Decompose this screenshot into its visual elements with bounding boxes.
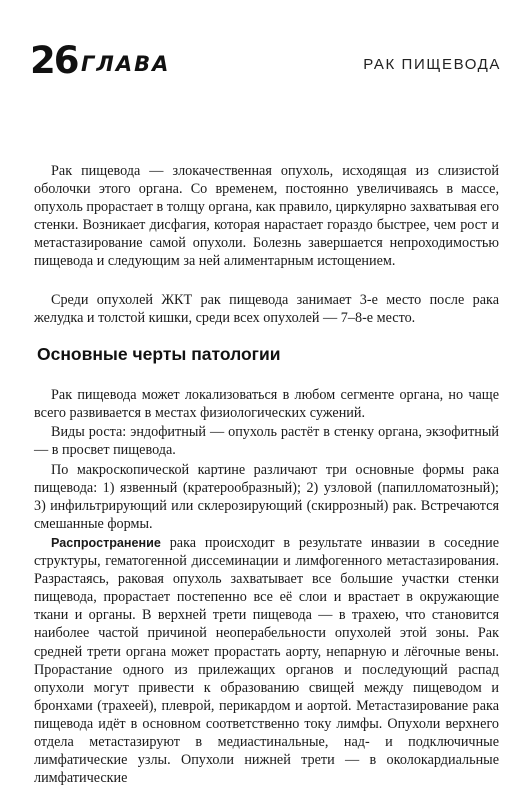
section-paragraph-1: Рак пищевода может локализоваться в любом сегменте органа, но чаще всего развивается в местах физиологических сужений. xyxy=(34,387,499,422)
intro-paragraph-1: Рак пищевода — злокачественная опухоль, исходящая из слизистой оболочки этого органа. Со временем, постоянно увеличиваясь в массе, опухоль прорастает в толщу органа, как правило, циркулярно захватывая его стенки. Возникает дисфагия, которая нарастает гораздо быстрее, чем рост и метастазирование самой опухоли. Болезнь завершается непроходимостью пищевода и следующим за ней алиментарным истощением. xyxy=(34,163,499,270)
section-paragraph-4-body: рака происходит в результате инвазии в соседние структуры, гематогенной диссеминации и лимфогенного метастазирования. Разрастаясь, раковая опухоль захватывает все большие участки стенки пищевода, прорастает постепенно все её слои и врастает в окружающие ткани и органы. В верхней трети пищевода — в трахею, что становится наиболее частой причиной неоперабельности опухолей этой зоны. Рак средней трети органа может прорастать аорту, непарную и лёгочные вены. Прорастание одного из прилежащих органов и последующий распад опухоли могут привести к образованию свищей между пищеводом и бронхами (трахеей), плеврой, перикардом и аортой. Метастазирование рака пищевода идёт в основном соответственно току лимфы. Опухоли верхнего отдела метастазируют в медиастинальные, над- и подключичные лимфатические узлы. Опухоли нижней трети — в околокардиальные лимфатические xyxy=(34,535,499,787)
run-in-term: Распространение xyxy=(51,536,161,550)
running-title: РАК ПИЩЕВОДА xyxy=(363,56,501,73)
intro-paragraph-2: Среди опухолей ЖКТ рак пищевода занимает 3-е место после рака желудка и толстой кишки, среди всех опухолей — 7–8-е место. xyxy=(34,292,499,327)
chapter-label: ГЛАВА xyxy=(81,52,171,76)
section-paragraph-3: По макроскопической картине различают три основные формы рака пищевода: 1) язвенный (кратерообразный); 2) узловой (папилломатозный); 3) инфильтрирующий или склерозирующий (скиррозный) рак. Встречаются смешанные формы. xyxy=(34,462,499,533)
section-heading: Основные черты патологии xyxy=(37,344,281,364)
section-paragraph-4 xyxy=(34,534,499,787)
section-paragraph-2: Виды роста: эндофитный — опухоль растёт в стенку органа, экзофитный — в просвет пищевода. xyxy=(34,424,499,459)
chapter-number: 26 xyxy=(30,39,78,82)
